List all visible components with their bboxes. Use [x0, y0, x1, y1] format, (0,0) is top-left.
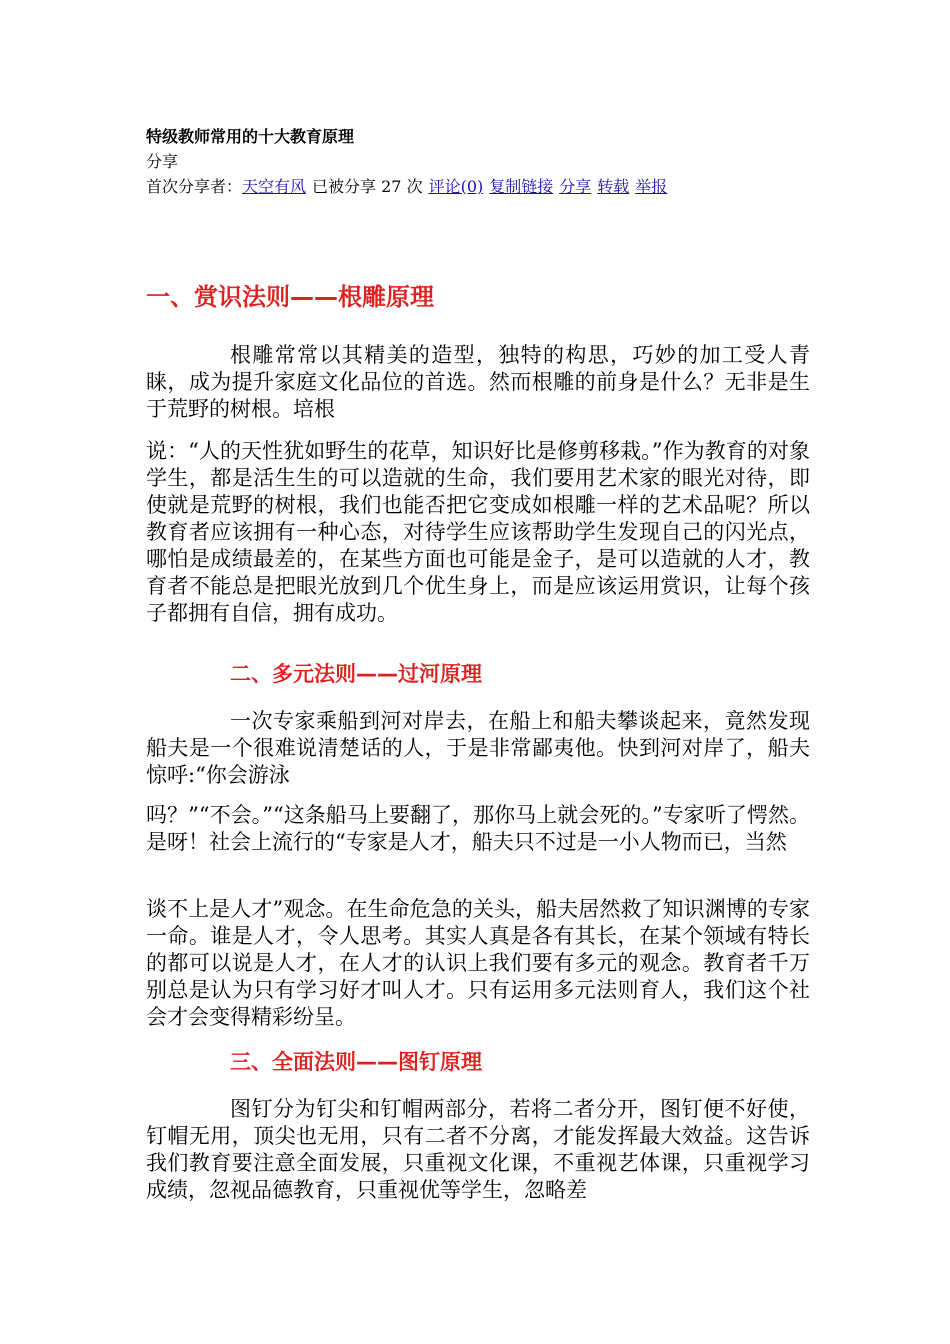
post-title: 特级教师常用的十大教育原理	[146, 127, 355, 146]
section-1-paragraph-2: 说：“人的天性犹如野生的花草，知识好比是修剪移栽。”作为教育的对象学生，都是活生生的可以造就的生命，我们要用艺术家的眼光对待，即使就是荒野的树根，我们也能否把它变成如根雕一样的艺术品呢？所以教育者应该拥有一种心态，对待学生应该帮助学生发现自己的闪光点，哪怕是成绩最差的，在某些方面也可能是金子，是可以造就的人才，教育者不能总是把眼光放到几个优生身上，而是应该运用赏识，让每个孩子都拥有自信，拥有成功。	[146, 439, 810, 625]
share-link[interactable]: 分享	[559, 177, 592, 196]
first-sharer-prefix: 首次分享者：	[146, 177, 243, 196]
share-label: 分享	[146, 152, 179, 171]
section-1-paragraph-1: 根雕常常以其精美的造型，独特的构思，巧妙的加工受人青睐，成为提升家庭文化品位的首选。然而根雕的前身是什么？无非是生于荒野的树根。培根	[146, 343, 810, 421]
share-info-bar	[146, 177, 667, 197]
first-sharer-link[interactable]: 天空有风	[242, 177, 307, 196]
share-count: 已被分享 27 次	[312, 177, 423, 196]
section-2-paragraph-1: 一次专家乘船到河对岸去，在船上和船夫攀谈起来，竟然发现船夫是一个很难说清楚话的人，于是非常鄙夷他。快到河对岸了，船夫惊呼:“你会游泳	[146, 709, 810, 787]
repost-link[interactable]: 转载	[597, 177, 630, 196]
section-1-heading: 一、赏识法则——根雕原理	[146, 283, 434, 311]
comments-link[interactable]: 评论(0)	[428, 177, 484, 196]
section-3-paragraph-1: 图钉分为钉尖和钉帽两部分，若将二者分开，图钉便不好使，钉帽无用，顶尖也无用，只有二者不分离，才能发挥最大效益。这告诉我们教育要注意全面发展，只重视文化课，不重视艺体课，只重视学习成绩，忽视品德教育，只重视优等学生，忽略差	[146, 1097, 810, 1202]
section-2-heading: 二、多元法则——过河原理	[230, 662, 482, 686]
report-link[interactable]: 举报	[635, 177, 668, 196]
section-3-heading: 三、全面法则——图钉原理	[230, 1050, 482, 1074]
section-2-paragraph-3: 谈不上是人才”观念。在生命危急的关头，船夫居然救了知识渊博的专家一命。谁是人才，令人思考。其实人真是各有其长，在某个领域有特长的都可以说是人才，在人才的认识上我们要有多元的观念。教育者千万别总是认为只有学习好才叫人才。只有运用多元法则育人，我们这个社会才会变得精彩纷呈。	[146, 897, 810, 1029]
section-2-paragraph-2: 吗？”“不会。”“这条船马上要翻了，那你马上就会死的。”专家听了愕然。是呀！社会上流行的“专家是人才，船夫只不过是一小人物而已，当然	[146, 803, 810, 854]
copy-link-link[interactable]: 复制链接	[489, 177, 554, 196]
